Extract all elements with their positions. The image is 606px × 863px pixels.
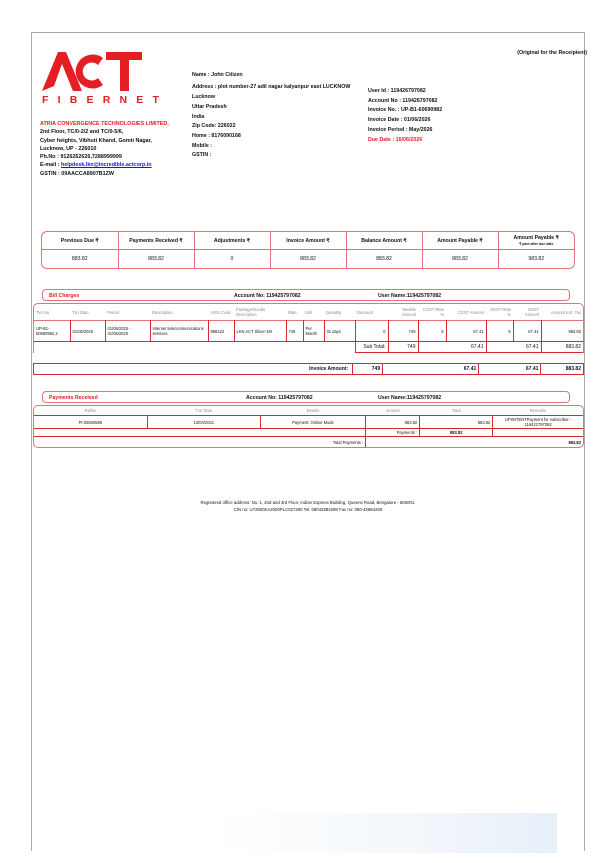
payments-spacer-right (493, 429, 583, 437)
customer-country: India (192, 113, 205, 120)
summary-header: Invoice Amount ₹ (270, 232, 346, 250)
footer-address: Registered office address: No. 1, 2nd and 3rd Floor, Indian Express Building, Queens Road, Bengalore - 560001. (200, 500, 416, 505)
summary-header: Amount Payable ₹ (513, 234, 559, 241)
subtotal-sgst: 67.41 (486, 342, 541, 353)
customer-mobile: Mobile : (192, 142, 213, 149)
unit: Per Month (303, 321, 324, 342)
payments-spacer (34, 429, 366, 437)
details: Payment: Online Mode (260, 416, 365, 429)
customer-home-phone: Home : 8176090168 (192, 132, 241, 139)
column-header: Period (107, 309, 119, 315)
amount-payable-late-value: 983.82 (498, 250, 574, 269)
table-row (34, 321, 583, 342)
column-header: Description (152, 309, 173, 315)
invoice-amount-total: 883.82 (541, 364, 583, 374)
column-header: Unit (305, 309, 313, 315)
column-header: Txn No (36, 309, 50, 315)
amount-summary-table (41, 231, 575, 269)
company-email-row (40, 161, 190, 169)
invoice-amount-label: Invoice Amount: (309, 366, 349, 372)
summary-header-late (498, 232, 574, 250)
ref-no: PI-25660585 (34, 416, 147, 429)
payments-received-table (33, 405, 584, 448)
sgst-rate: 9 (486, 321, 513, 342)
subtotal-spacer (34, 342, 355, 353)
payments-user-name: User Name:119425797082 (378, 395, 442, 401)
company-gstin: GSTIN : 09AACCA8907B1ZW (40, 170, 114, 177)
column-header: Discount (357, 309, 373, 315)
quantity: 31 days (324, 321, 355, 342)
user-id: User Id : 119426797082 (368, 88, 426, 94)
invoice-date: Invoice Date : 01/06/2026 (368, 117, 431, 124)
customer-name: Name : John Citizen (192, 72, 243, 78)
column-header: Rate (288, 309, 297, 315)
payments-received-header (42, 391, 570, 403)
column-header: Txn Date (72, 309, 89, 315)
company-address-line: 2nd Floor, TC/0-2/2 and TC/0-5/6, (40, 129, 124, 136)
hsn-code: 998422 (208, 321, 234, 342)
summary-header-subtext: ₹ paid after due date (519, 241, 554, 246)
column-header: Package/Goods Description (236, 307, 266, 317)
payments-received-value: 883.82 (118, 250, 194, 269)
company-address-line: Lucknow, UP - 226010 (40, 145, 97, 152)
invoice-no: Invoice No. : UP-B1-60690982 (368, 107, 443, 114)
bill-charges-table (33, 303, 584, 353)
invoice-amount-sgst: 67.41 (479, 364, 541, 374)
column-header: Taxable Amount (401, 307, 416, 317)
column-header: Details (306, 408, 320, 413)
customer-city: Lucknow (192, 94, 215, 101)
summary-header: Payments Received ₹ (118, 232, 194, 250)
summary-header: Previous Due ₹ (42, 232, 118, 250)
previous-due-value: 883.82 (42, 250, 118, 269)
total-spacer (34, 437, 260, 448)
company-name: ATRIA CONVERGENCE TECHNOLOGIES LIMITED, (40, 121, 169, 127)
table-row (34, 416, 583, 429)
description: Internet telecommunications services (150, 321, 208, 342)
payments-account-no: Account No: 119425797082 (246, 395, 313, 401)
company-phone: Ph.No : 9126262626,7288999999 (40, 154, 122, 161)
email-label: E-mail : (40, 162, 61, 169)
column-header: SGST Amount (524, 307, 539, 317)
bill-charges-header (42, 289, 570, 301)
payments-header-row (34, 406, 583, 416)
bill-user-name: User Name:119425797082 (378, 293, 442, 299)
customer-state: Uttar Pradesh (192, 103, 227, 110)
discount: 0 (355, 321, 388, 342)
amount: 883.82 (366, 416, 420, 429)
subtotal-row (34, 342, 583, 353)
package-description: LKN ACT Silver-1M (234, 321, 286, 342)
column-header: RefNo (84, 408, 97, 413)
balance-amount-value: 883.82 (346, 250, 422, 269)
invoice-amount-taxable: 749 (353, 364, 383, 374)
summary-values-row (42, 250, 574, 269)
bill-account-no: Account No: 119425797082 (234, 293, 301, 299)
summary-header: Adjustments ₹ (194, 232, 270, 250)
column-header: SGST Rate % (490, 307, 511, 317)
company-details (40, 120, 190, 178)
summary-header-row (42, 232, 574, 250)
footer-cin: CIN no: U72900KA2000PLC027290 Tel: 08042884288 Fax no: 080-42884200 (233, 507, 383, 512)
cgst-rate: 9 (418, 321, 446, 342)
subtotal-taxable: 749 (388, 342, 418, 353)
act-logo-icon (40, 50, 144, 92)
payments-value: 883.82 (420, 429, 493, 437)
total-payments-label: Total Payments : (260, 437, 365, 448)
taxable-amount: 749 (388, 321, 418, 342)
invoice-amount-cgst: 67.41 (383, 364, 479, 374)
rate: 749 (286, 321, 303, 342)
customer-address: Address : plot number-27 adil nagar kalyanpur east LUCKNOW (192, 84, 351, 91)
cgst-amount: 67.41 (446, 321, 486, 342)
invoice-page (31, 32, 585, 851)
registered-office-footer (32, 499, 584, 513)
column-header: Amount (385, 408, 400, 413)
summary-header: Balance Amount ₹ (346, 232, 422, 250)
adjustments-value: 0 (194, 250, 270, 269)
invoice-period: Invoice Period : May/2026 (368, 126, 433, 133)
total-payments-value: 883.82 (366, 437, 583, 448)
amount-payable-value: 883.82 (422, 250, 498, 269)
column-header: HSN Code (211, 309, 231, 315)
logo-subtitle: FIBERNET (42, 94, 169, 106)
column-header: Total (451, 408, 461, 413)
invoice-amount-value: 883.82 (270, 250, 346, 269)
column-header: CGST Amount (457, 309, 484, 315)
column-header: CGST Rate % (422, 307, 444, 317)
bill-charges-title: Bill Charges (49, 293, 80, 299)
company-email-link[interactable]: helpdesk.lkn@incredible.actcorp.in (60, 162, 152, 169)
column-header: Txn Date (195, 408, 213, 413)
amount-incl-tax: 883.82 (541, 321, 583, 342)
bill-header-row (34, 304, 583, 321)
txn-no: UP-B1-50590982,2 (34, 321, 70, 342)
account-no: Account No : 119426797082 (368, 97, 438, 104)
payments-label: Payments : (366, 429, 420, 437)
period: 01/05/2025 - 31/05/2025 (105, 321, 150, 342)
company-address-line: Cyber heights, Vibhuti Khand, Gomti Nagar, (40, 137, 152, 144)
column-header: Amount Incl. Tax (550, 309, 581, 315)
faded-watermark (212, 813, 557, 853)
customer-gstin: GSTIN : (192, 152, 212, 159)
copy-label: (Original for the Receipient) (517, 50, 587, 56)
invoice-amount-row (33, 363, 584, 375)
summary-header: Amount Payable ₹ (422, 232, 498, 250)
act-fibernet-logo (40, 50, 169, 106)
sgst-amount: 67.41 (513, 321, 541, 342)
due-date: Due Date : 16/06/2026 (368, 136, 423, 143)
remarks: UPIINTENTPayment for subscriber - 119421797082 (493, 416, 583, 429)
total-payments-row (34, 437, 583, 448)
subtotal-label: Sub Total: (355, 342, 388, 353)
subtotal-cgst: 67.41 (418, 342, 486, 353)
txn-date: 13/04/2021 (147, 416, 260, 429)
customer-details (192, 71, 392, 161)
txn-date: 01/05/2025 (70, 321, 105, 342)
column-header: Remarks (529, 408, 547, 413)
payments-subtotal-row (34, 429, 583, 437)
payments-received-title: Payments Received (49, 395, 98, 401)
customer-zip: Zip Code: 226022 (192, 123, 236, 130)
subtotal-total: 883.82 (541, 342, 583, 353)
column-header: Quantity (326, 309, 342, 315)
invoice-meta (368, 87, 528, 145)
total: 883.82 (420, 416, 493, 429)
